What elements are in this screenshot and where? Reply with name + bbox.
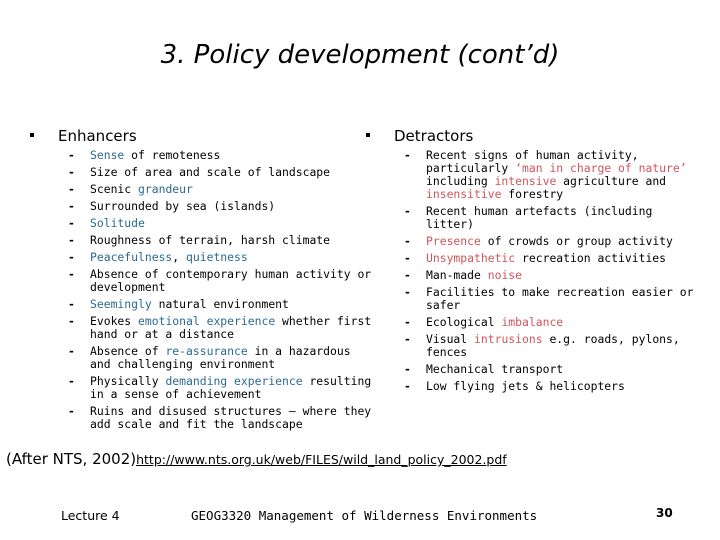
enhancer-item-text: whether first hand or at a distance bbox=[90, 314, 372, 341]
dash-bullet-icon: - bbox=[404, 268, 411, 282]
dash-bullet-icon: - bbox=[404, 332, 411, 346]
enhancer-item-text: resulting in a sense of achievement bbox=[90, 374, 372, 401]
dash-bullet-icon: - bbox=[404, 315, 411, 329]
detractor-item bbox=[366, 205, 696, 231]
detractor-item bbox=[366, 235, 696, 248]
detractor-item-text: insensitive bbox=[426, 187, 502, 201]
dash-bullet-icon: - bbox=[404, 379, 411, 393]
detractor-item-text: e.g. roads, pylons, fences bbox=[426, 332, 680, 359]
dash-bullet-icon: - bbox=[68, 182, 75, 196]
detractor-item bbox=[366, 269, 696, 282]
enhancers-list bbox=[30, 149, 375, 431]
enhancer-item bbox=[30, 375, 375, 401]
detractor-item bbox=[366, 149, 696, 201]
dash-bullet-icon: - bbox=[68, 404, 75, 418]
detractor-item-text: Ecological bbox=[426, 315, 502, 329]
enhancer-item-text: Scenic bbox=[90, 182, 139, 196]
enhancer-item-text: natural environment bbox=[151, 297, 289, 311]
enhancer-item-text: Sense bbox=[90, 148, 125, 162]
enhancer-item-text: in a hazardous and challenging environment bbox=[90, 344, 351, 371]
footer-course: GEOG3320 Management of Wilderness Environments bbox=[191, 508, 538, 523]
dash-bullet-icon: - bbox=[68, 344, 75, 358]
detractor-item-text: including bbox=[426, 174, 495, 188]
dash-bullet-icon: - bbox=[68, 216, 75, 230]
dash-bullet-icon: - bbox=[404, 251, 411, 265]
detractors-heading: Detractors bbox=[394, 127, 474, 145]
attribution bbox=[6, 450, 507, 468]
enhancers-heading: Enhancers bbox=[58, 127, 137, 145]
enhancer-item-text: , bbox=[172, 250, 187, 264]
detractors-column bbox=[366, 127, 696, 397]
enhancer-item bbox=[30, 251, 375, 264]
dash-bullet-icon: - bbox=[404, 234, 411, 248]
source-link[interactable]: http://www.nts.org.uk/web/FILES/wild_land_policy_2002.pdf bbox=[136, 452, 507, 467]
detractor-item bbox=[366, 363, 696, 376]
detractors-header bbox=[366, 127, 696, 149]
enhancer-item bbox=[30, 149, 375, 162]
detractor-item-text: Low flying jets & helicopters bbox=[426, 379, 625, 393]
enhancer-item-text: Roughness of terrain, harsh climate bbox=[90, 233, 331, 247]
detractor-item-text: noise bbox=[487, 268, 523, 282]
dash-bullet-icon: - bbox=[68, 314, 75, 328]
detractor-item-text: intensive bbox=[494, 174, 557, 188]
dash-bullet-icon: - bbox=[68, 250, 75, 264]
enhancer-item-text: Surrounded by sea (islands) bbox=[90, 199, 276, 213]
detractor-item-text: Man-made bbox=[426, 268, 488, 282]
detractor-item bbox=[366, 286, 696, 312]
dash-bullet-icon: - bbox=[68, 199, 75, 213]
enhancer-item-text: Evokes bbox=[90, 314, 139, 328]
dash-bullet-icon: - bbox=[68, 165, 75, 179]
slide-title: 3. Policy development (cont’d) bbox=[160, 40, 560, 70]
detractors-list bbox=[366, 149, 696, 393]
square-bullet-icon bbox=[366, 133, 370, 137]
detractor-item bbox=[366, 380, 696, 393]
detractor-item-text: Visual bbox=[426, 332, 475, 346]
enhancer-item-text: emotional experience bbox=[138, 314, 276, 328]
page-number: 30 bbox=[656, 506, 673, 520]
dash-bullet-icon: - bbox=[68, 297, 75, 311]
enhancer-item bbox=[30, 345, 375, 371]
square-bullet-icon bbox=[30, 133, 34, 137]
enhancer-item-text: Absence of contemporary human activity or development bbox=[90, 267, 372, 294]
dash-bullet-icon: - bbox=[404, 148, 411, 162]
dash-bullet-icon: - bbox=[68, 148, 75, 162]
attribution-prefix: (After NTS, 2002) bbox=[6, 450, 137, 468]
dash-bullet-icon: - bbox=[68, 233, 75, 247]
detractor-item-text: Mechanical transport bbox=[426, 362, 564, 376]
detractor-item-text: Presence bbox=[426, 234, 481, 248]
detractor-item bbox=[366, 333, 696, 359]
enhancer-item-text: of remoteness bbox=[124, 148, 221, 162]
detractor-item-text: intrusions bbox=[474, 332, 543, 346]
dash-bullet-icon: - bbox=[404, 204, 411, 218]
enhancer-item-text: Peacefulness bbox=[90, 250, 173, 264]
enhancer-item-text: Solitude bbox=[90, 216, 145, 230]
detractor-item-text: recreation activities bbox=[515, 251, 667, 265]
enhancers-header bbox=[30, 127, 375, 149]
enhancer-item bbox=[30, 268, 375, 294]
enhancer-item bbox=[30, 183, 375, 196]
detractor-item-text: Unsympathetic bbox=[426, 251, 516, 265]
enhancer-item bbox=[30, 315, 375, 341]
detractor-item-text: of crowds or group activity bbox=[480, 234, 673, 248]
detractor-item bbox=[366, 252, 696, 265]
detractor-item-text: Recent human artefacts (including litter) bbox=[426, 204, 653, 231]
detractor-item-text: agriculture and bbox=[556, 174, 667, 188]
enhancers-column bbox=[30, 127, 375, 435]
enhancer-item-text: demanding experience bbox=[165, 374, 303, 388]
enhancer-item bbox=[30, 166, 375, 179]
enhancer-item bbox=[30, 298, 375, 311]
enhancer-item bbox=[30, 217, 375, 230]
dash-bullet-icon: - bbox=[68, 267, 75, 281]
dash-bullet-icon: - bbox=[68, 374, 75, 388]
dash-bullet-icon: - bbox=[404, 285, 411, 299]
footer-lecture: Lecture 4 bbox=[61, 508, 120, 523]
enhancer-item bbox=[30, 405, 375, 431]
enhancer-item-text: Size of area and scale of landscape bbox=[90, 165, 331, 179]
enhancer-item-text: Absence of bbox=[90, 344, 166, 358]
enhancer-item-text: grandeur bbox=[138, 182, 193, 196]
enhancer-item-text: Ruins and disused structures – where they add scale and fit the landscape bbox=[90, 404, 372, 431]
enhancer-item-text: quietness bbox=[186, 250, 248, 264]
detractor-item-text: forestry bbox=[501, 187, 564, 201]
detractor-item-text: imbalance bbox=[501, 315, 564, 329]
detractor-item-text: ‘man in charge of nature’ bbox=[515, 161, 687, 175]
enhancer-item-text: Seemingly bbox=[90, 297, 152, 311]
detractor-item-text: Facilities to make recreation easier or safer bbox=[426, 285, 694, 312]
enhancer-item bbox=[30, 234, 375, 247]
detractor-item bbox=[366, 316, 696, 329]
enhancer-item-text: re-assurance bbox=[165, 344, 248, 358]
dash-bullet-icon: - bbox=[404, 362, 411, 376]
detractor-item-text: Recent signs of human activity, particularly bbox=[426, 148, 639, 175]
enhancer-item-text: Physically bbox=[90, 374, 166, 388]
enhancer-item bbox=[30, 200, 375, 213]
